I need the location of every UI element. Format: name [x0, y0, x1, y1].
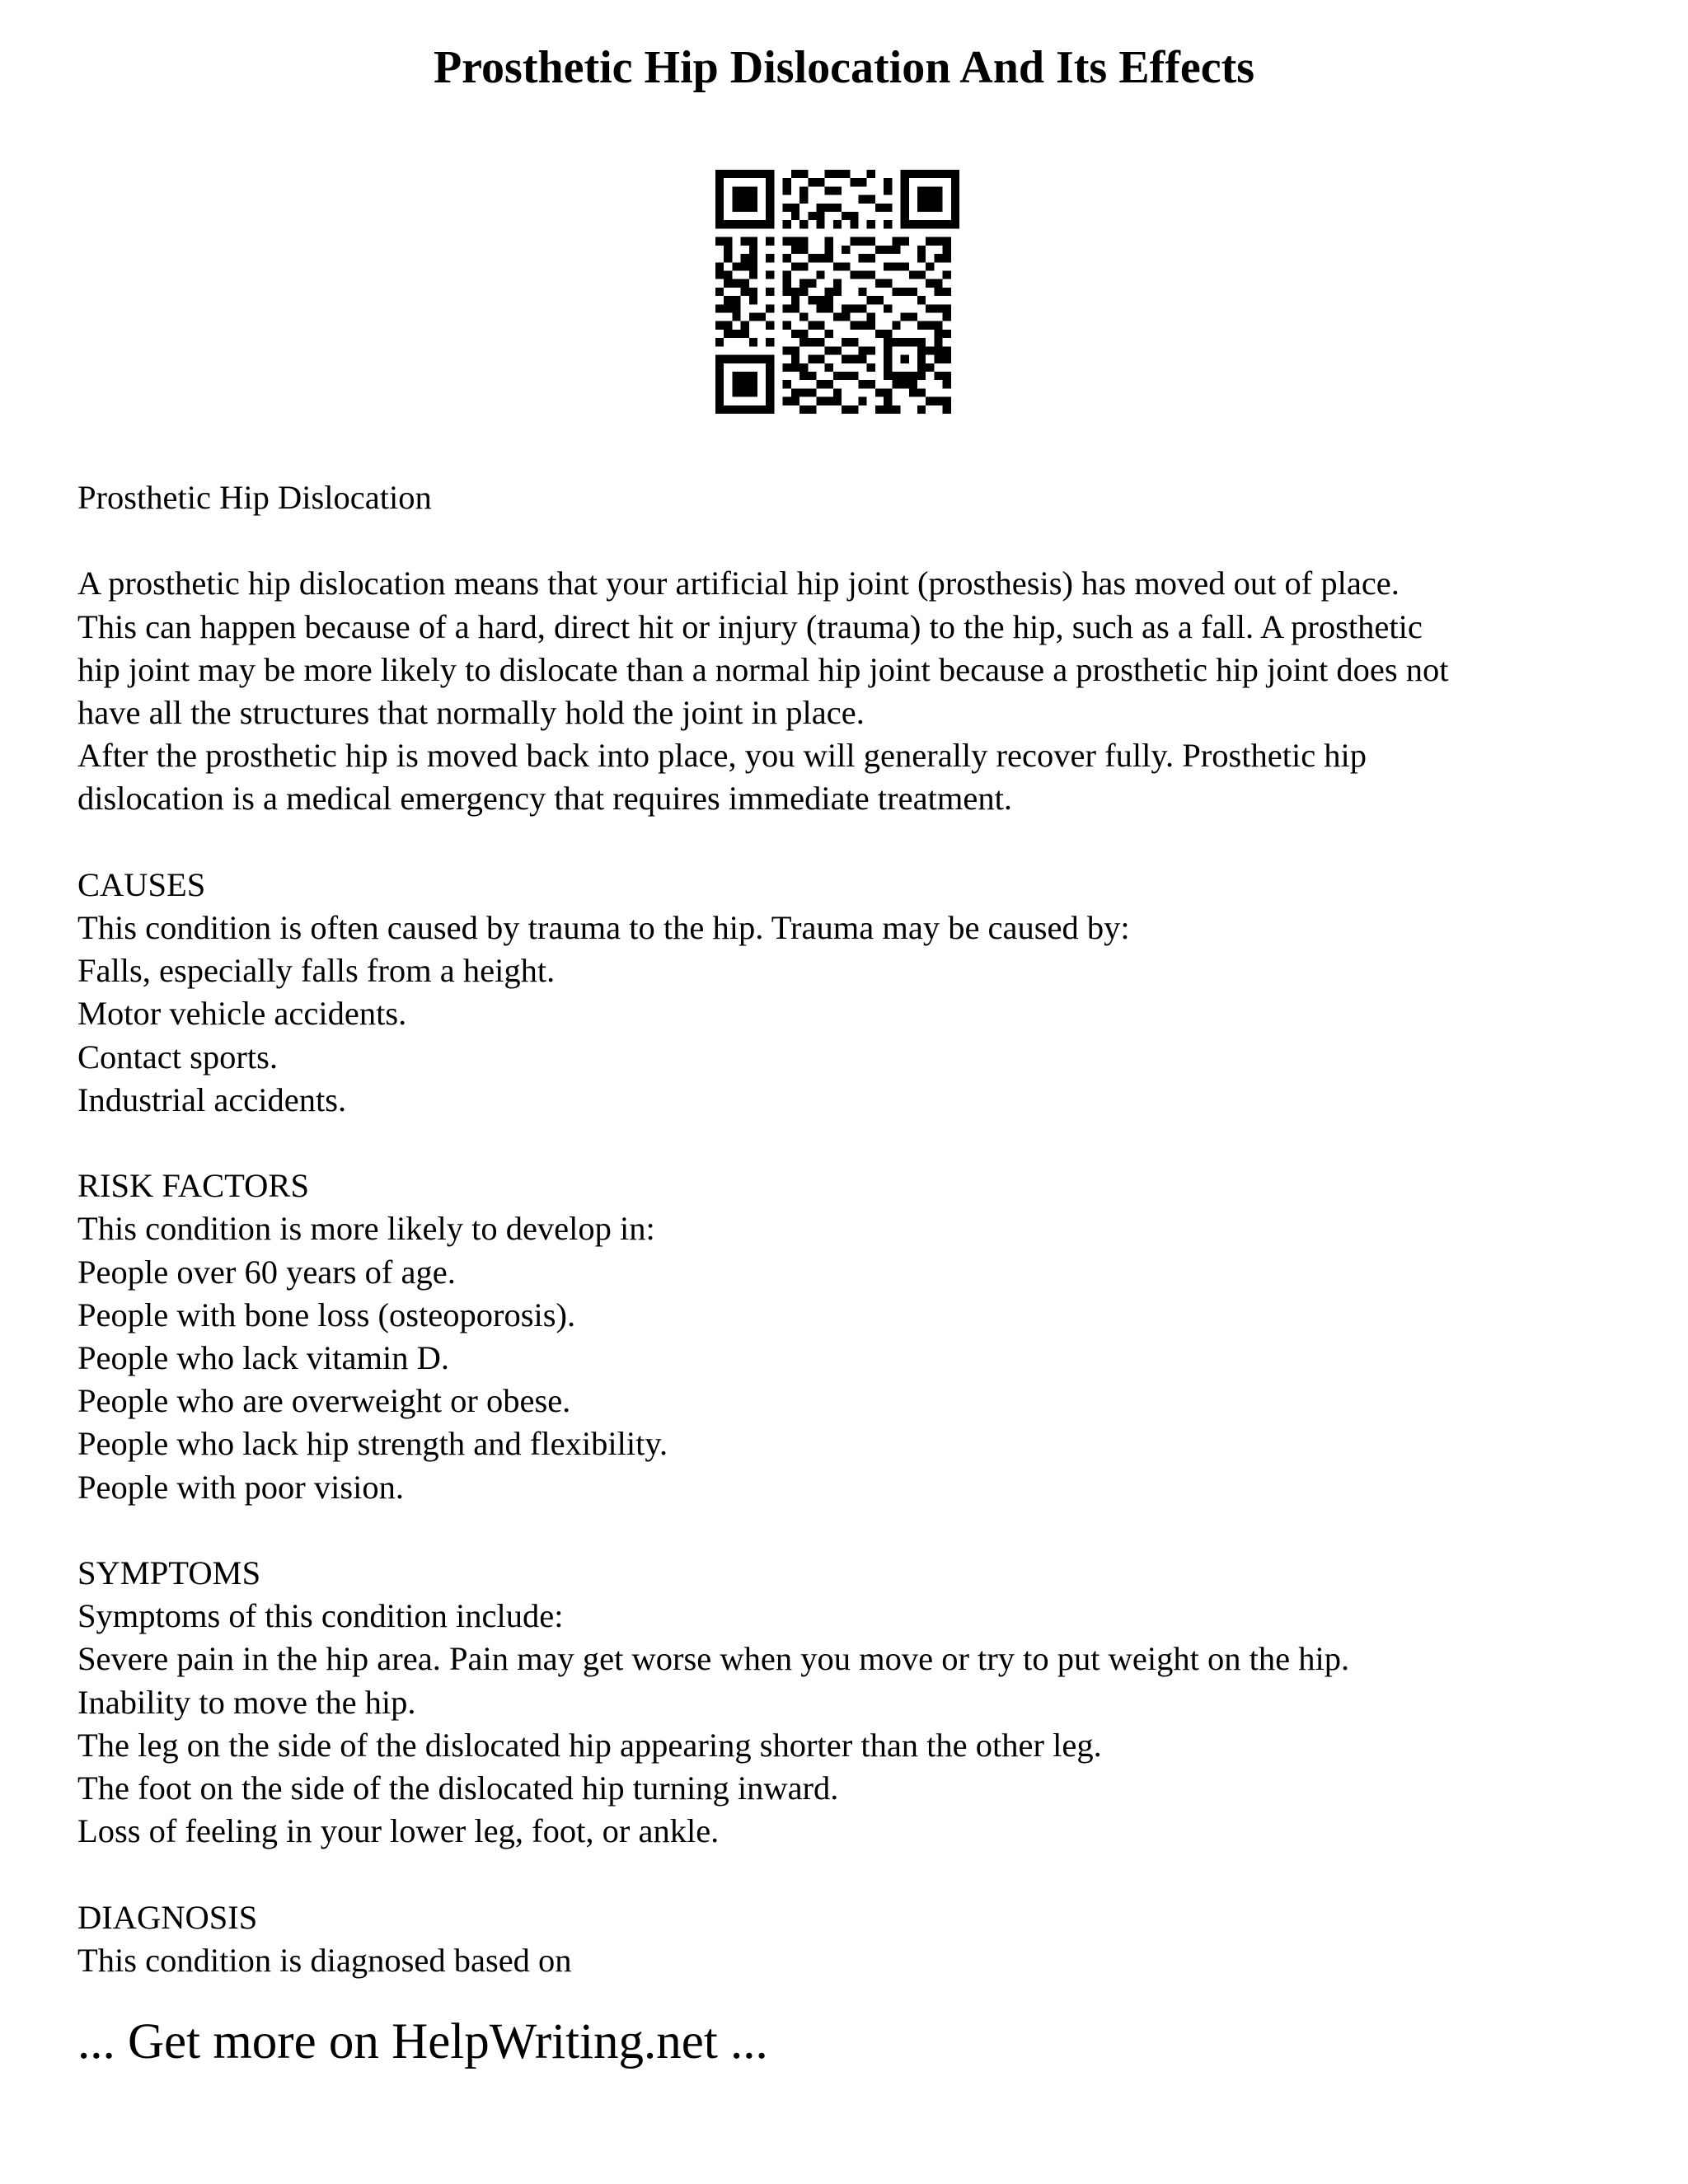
intro-line: A prosthetic hip dislocation means that your artificial hip joint (prosthesis) has moved out of place. [77, 565, 1400, 602]
intro-line: dislocation is a medical emergency that requires immediate treatment. [77, 780, 1012, 818]
diagnosis-line: This condition is diagnosed based on [77, 1941, 572, 1979]
causes-heading: CAUSES [77, 865, 206, 903]
intro-line: This can happen because of a hard, direct hit or injury (trauma) to the hip, such as a fall. A prosthetic [77, 607, 1423, 645]
risk-factors-line: People who lack hip strength and flexibility. [77, 1425, 668, 1463]
symptoms-line: Severe pain in the hip area. Pain may get worse when you move or try to put weight on the hip. [77, 1640, 1350, 1678]
document-title: Prosthetic Hip Dislocation And Its Effects [433, 42, 1255, 93]
causes-line: Falls, especially falls from a height. [77, 952, 556, 990]
symptoms-line: Loss of feeling in your lower leg, foot, or ankle. [77, 1812, 720, 1850]
risk-factors-line: People with bone loss (osteoporosis). [77, 1296, 576, 1333]
diagnosis-heading: DIAGNOSIS [77, 1898, 258, 1936]
footer-link[interactable]: ... Get more on HelpWriting.net ... [77, 2014, 768, 2069]
symptoms-line: The foot on the side of the dislocated hip turning inward. [77, 1769, 839, 1807]
symptoms-line: The leg on the side of the dislocated hip appearing shorter than the other leg. [77, 1726, 1102, 1764]
document-subtitle: Prosthetic Hip Dislocation [77, 479, 432, 516]
risk-factors-heading: RISK FACTORS [77, 1167, 309, 1205]
intro-line: have all the structures that normally hold the joint in place. [77, 694, 865, 731]
causes-line: Motor vehicle accidents. [77, 995, 407, 1033]
intro-line: After the prosthetic hip is moved back into place, you will generally recover fully. Prosthetic hip [77, 737, 1367, 775]
causes-line: This condition is often caused by trauma to the hip. Trauma may be caused by: [77, 909, 1130, 946]
qr-code-icon [715, 170, 959, 414]
risk-factors-line: People who are overweight or obese. [77, 1382, 571, 1420]
risk-factors-line: People who lack vitamin D. [77, 1339, 450, 1377]
causes-line: Industrial accidents. [77, 1080, 347, 1118]
risk-factors-line: This condition is more likely to develop in: [77, 1210, 655, 1248]
symptoms-heading: SYMPTOMS [77, 1554, 261, 1592]
risk-factors-line: People with poor vision. [77, 1468, 404, 1506]
symptoms-line: Inability to move the hip. [77, 1683, 416, 1721]
document-body [77, 476, 1627, 1982]
symptoms-line: Symptoms of this condition include: [77, 1597, 564, 1635]
causes-line: Contact sports. [77, 1038, 278, 1076]
intro-line: hip joint may be more likely to dislocate than a normal hip joint because a prosthetic hip joint does not [77, 650, 1449, 688]
risk-factors-line: People over 60 years of age. [77, 1253, 456, 1291]
